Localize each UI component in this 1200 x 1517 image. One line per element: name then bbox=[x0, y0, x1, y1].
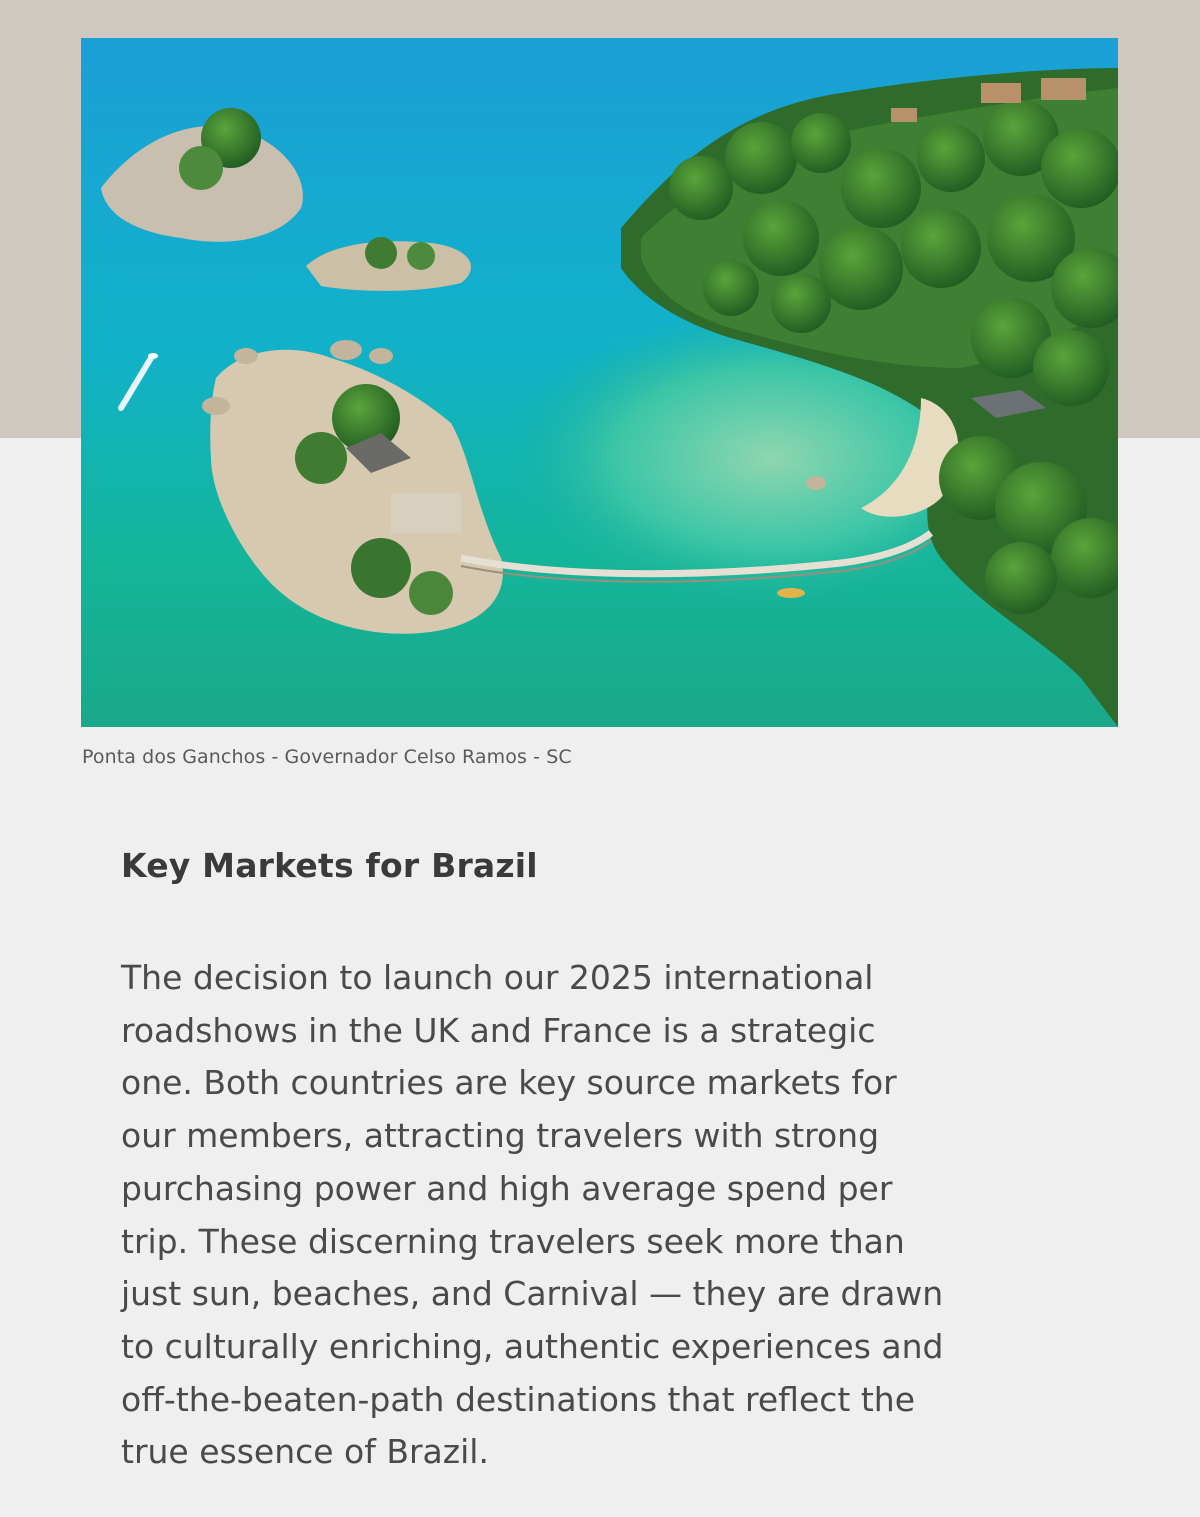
body-line: to culturally enriching, authentic experiences and bbox=[121, 1326, 944, 1366]
photo-caption: Ponta dos Ganchos - Governador Celso Ramos - SC bbox=[82, 746, 572, 768]
body-line: just sun, beaches, and Carnival — they are drawn bbox=[121, 1274, 944, 1314]
body-line: purchasing power and high average spend per bbox=[121, 1168, 893, 1208]
body-line: off-the-beaten-path destinations that reflect the bbox=[121, 1379, 915, 1419]
body-line: one. Both countries are key source markets for bbox=[121, 1063, 897, 1103]
body-line: roadshows in the UK and France is a strategic bbox=[121, 1010, 876, 1050]
aerial-coast-illustration bbox=[81, 38, 1118, 727]
body-line: our members, attracting travelers with strong bbox=[121, 1116, 880, 1156]
body-line: The decision to launch our 2025 international bbox=[121, 958, 874, 997]
section-title: Key Markets for Brazil bbox=[121, 846, 538, 885]
section-body bbox=[121, 952, 1081, 1479]
hero-photo bbox=[81, 38, 1118, 727]
body-line: true essence of Brazil. bbox=[121, 1432, 489, 1472]
body-line: trip. These discerning travelers seek more than bbox=[121, 1221, 905, 1261]
